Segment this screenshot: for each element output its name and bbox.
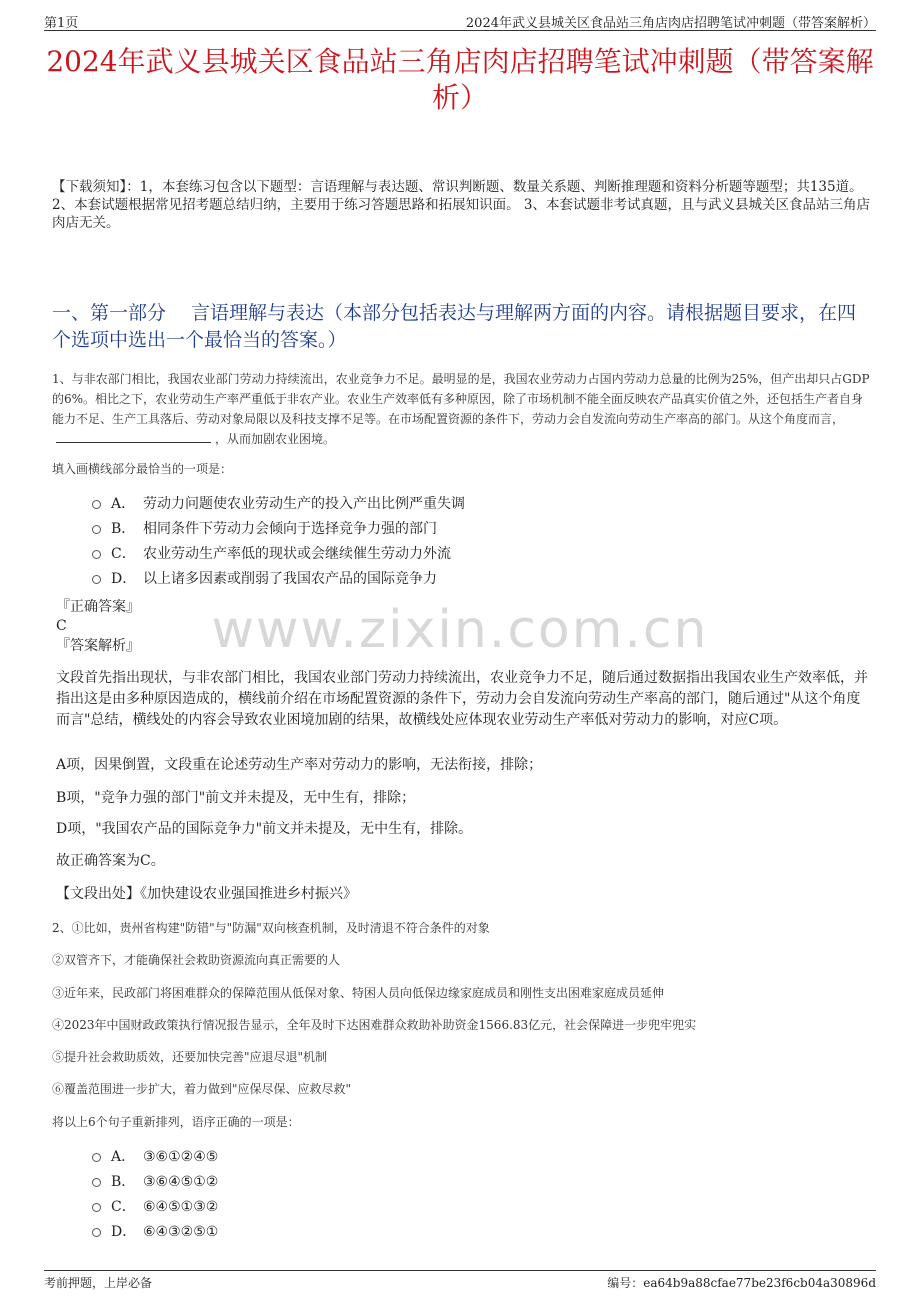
radio-icon[interactable] (92, 575, 101, 584)
page-header (44, 10, 876, 31)
analysis-paragraph: 故正确答案为C。 (56, 853, 165, 869)
q2-option-b[interactable]: B． ③⑥④⑤①② (92, 1172, 218, 1192)
answer-label: 『正确答案』 (56, 599, 140, 615)
q2-option-c[interactable]: C． ⑥④⑤①③② (92, 1197, 218, 1217)
question-2-prompt: 将以上6个句子重新排列，语序正确的一项是： (52, 1115, 300, 1129)
question-1-stem-tail: ，从而加剧农业困境。 (215, 432, 336, 446)
fill-blank (56, 430, 211, 443)
source-citation: 【文段出处】《加快建设农业强国推进乡村振兴》 (56, 886, 357, 902)
q1-option-a[interactable]: A． 劳动力问题使农业劳动生产的投入产出比例严重失调 (92, 494, 465, 514)
question-2-line: ⑤提升社会救助质效，还要加快完善"应退尽退"机制 (52, 1050, 328, 1064)
footer-slogan: 考前押题，上岸必备 (44, 1276, 153, 1290)
radio-icon[interactable] (92, 550, 101, 559)
section-heading: 一、第一部分 言语理解与表达（本部分包括表达与理解两方面的内容。请根据题目要求，在四个选项中选出一个最恰当的答案。） (52, 302, 857, 351)
question-1-prompt: 填入画横线部分最恰当的一项是： (52, 462, 233, 476)
header-doc-title: 2024年武义县城关区食品站三角店肉店招聘笔试冲刺题（带答案解析） (465, 16, 876, 31)
question-1-stem (52, 369, 870, 449)
question-1-stem-text: 1、与非农部门相比，我国农业部门劳动力持续流出，农业竞争力不足。最明显的是，我国农业劳动力占国内劳动力总量的比例为25%，但产出却只占GDP的6%。相比之下，农业劳动生产率严重低于非农产业。农业生产效率低有多种原因，除了市场机制不能全面反映农产品真实价值之外，还包括生产者自身能力不足、生产工具落后、劳动对象局限以及科技支撑不足等。在市场配置资源的条件下，劳动力会自发流向劳动生产率高的部门。从这个角度而言， (52, 372, 870, 426)
radio-icon[interactable] (92, 1228, 101, 1237)
document-id: 编号：ea64b9a88cfae77be23f6cb04a30896d (607, 1276, 876, 1290)
radio-icon[interactable] (92, 500, 101, 509)
radio-icon[interactable] (92, 1203, 101, 1212)
analysis-paragraph: A项，因果倒置，文段重在论述劳动生产率对劳动力的影响，无法衔接，排除； (56, 757, 543, 773)
page-footer (44, 1270, 876, 1289)
q2-option-a[interactable]: A． ③⑥①②④⑤ (92, 1147, 218, 1167)
question-2-line: ③近年来，民政部门将困难群众的保障范围从低保对象、特困人员向低保边缘家庭成员和刚性支出困难家庭成员延伸 (52, 986, 665, 1000)
download-notice: 【下载须知】：1，本套练习包含以下题型：言语理解与表达题、常识判断题、数量关系题、判断推理题和资料分析题等题型；共135道。 2、本套试题根据常见招考题总结归纳，主要用于练习答题思路和拓展知识面。 3、本套试题非考试真题，且与武义县城关区食品站三角店肉店无关。 (52, 179, 870, 231)
document-title: 2024年武义县城关区食品站三角店肉店招聘笔试冲刺题（带答案解析） (46, 45, 874, 114)
q2-option-d[interactable]: D． ⑥④③②⑤① (92, 1222, 218, 1242)
radio-icon[interactable] (92, 1153, 101, 1162)
question-2-line: ④2023年中国财政政策执行情况报告显示，全年及时下达困难群众救助补助资金1566.83亿元，社会保障进一步兜牢兜实 (52, 1018, 697, 1032)
analysis-paragraph: D项，"我国农产品的国际竞争力"前文并未提及，无中生有，排除。 (56, 821, 473, 837)
answer-value: C (56, 618, 67, 634)
analysis-paragraph: B项，"竞争力强的部门"前文并未提及，无中生有，排除； (56, 790, 416, 806)
question-2-line: ⑥覆盖范围进一步扩大，着力做到"应保尽保、应救尽救" (52, 1082, 352, 1096)
radio-icon[interactable] (92, 525, 101, 534)
analysis-label: 『答案解析』 (56, 638, 140, 654)
q1-option-d[interactable]: D． 以上诸多因素或削弱了我国农产品的国际竞争力 (92, 569, 437, 589)
page-number: 第1页 (44, 16, 79, 31)
question-2-line: 2、①比如，贵州省构建"防错"与"防漏"双向核查机制，及时清退不符合条件的对象 (52, 921, 490, 935)
question-2-line: ②双管齐下，才能确保社会救助资源流向真正需要的人 (52, 953, 341, 967)
q1-option-b[interactable]: B． 相同条件下劳动力会倾向于选择竞争力强的部门 (92, 519, 437, 539)
radio-icon[interactable] (92, 1178, 101, 1187)
analysis-paragraph: 文段首先指出现状，与非农部门相比，我国农业部门劳动力持续流出，农业竞争力不足，随后通过数据指出我国农业生产效率低，并指出这是由多种原因造成的，横线前介绍在市场配置资源的条件下，劳动力会自发流向劳动生产率高的部门，随后通过"从这个角度而言"总结，横线处的内容会导致农业困境加剧的结果，故横线处应体现农业劳动生产率低对劳动力的影响，对应C项。 (56, 670, 868, 728)
watermark: www.zixin.com.cn (211, 600, 709, 660)
q1-option-c[interactable]: C． 农业劳动生产率低的现状或会继续催生劳动力外流 (92, 544, 451, 564)
